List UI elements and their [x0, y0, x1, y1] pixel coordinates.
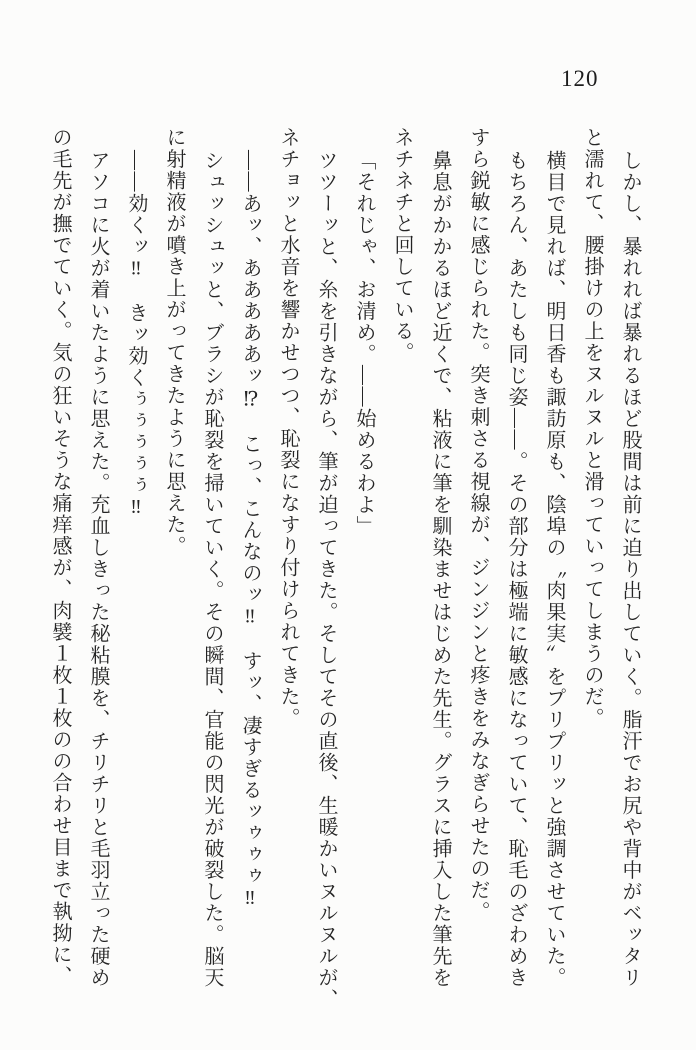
text-column: ネチネチと回している。	[391, 127, 413, 364]
text-column: アソコに火が着いたように思えた。充血しきった秘粘膜を、チリチリと毛羽立った硬め	[87, 150, 109, 989]
text-column: もちろん、あたしも同じ姿――。その部分は極端に敏感になっていて、恥毛のざわめき	[505, 150, 527, 989]
text-column: に射精液が噴き上がってきたように思えた。	[163, 127, 185, 557]
text-column: しかし、暴れれば暴れるほど股間は前に迫り出していく。脂汗でお尻や背中がベッタリ	[619, 150, 641, 989]
text-column: すら鋭敏に感じられた。突き刺さる視線が、ジンジンと疼きをみなぎらせたのだ。	[467, 127, 489, 923]
text-column: の毛先が撫でていく。気の狂いそうな痛痒感が、肉襞１枚１枚のの合わせ目まで執拗に、	[49, 127, 71, 987]
text-column: ツツーッと、糸を引きながら、筆が迫ってきた。そしてその直後、生暖かいヌルヌルが、	[315, 150, 337, 1010]
text-column: 鼻息がかかるほど近くで、粘液に筆を馴染ませはじめた先生。グラスに挿入した筆先を	[429, 150, 451, 989]
text-column: 横目で見れば、明日香も諏訪原も、陰埠の〝肉果実〟をプリプリッと強調させていた。	[543, 150, 565, 989]
text-column: ――あッ、あああああッ⁉ こっ、こんなのッ‼ すッ、凄すぎるッゥゥゥ‼	[239, 150, 261, 911]
page-number: 120	[561, 66, 599, 91]
text-column: ネチョッと水音を響かせつつ、恥裂になすり付けられてきた。	[277, 127, 299, 729]
text-column: 「それじゃ、お清め。――始めるわよ」	[353, 150, 375, 537]
text-column: と濡れて、腰掛けの上をヌルヌルと滑っていってしまうのだ。	[581, 127, 603, 729]
text-column: シュッシュッと、ブラシが恥裂を掃いていく。その瞬間、官能の閃光が破裂した。脳天	[201, 150, 223, 989]
vertical-text-block	[41, 127, 649, 1011]
text-column: ――効くッ‼ きッ効くぅぅぅぅぅ‼	[125, 150, 147, 520]
